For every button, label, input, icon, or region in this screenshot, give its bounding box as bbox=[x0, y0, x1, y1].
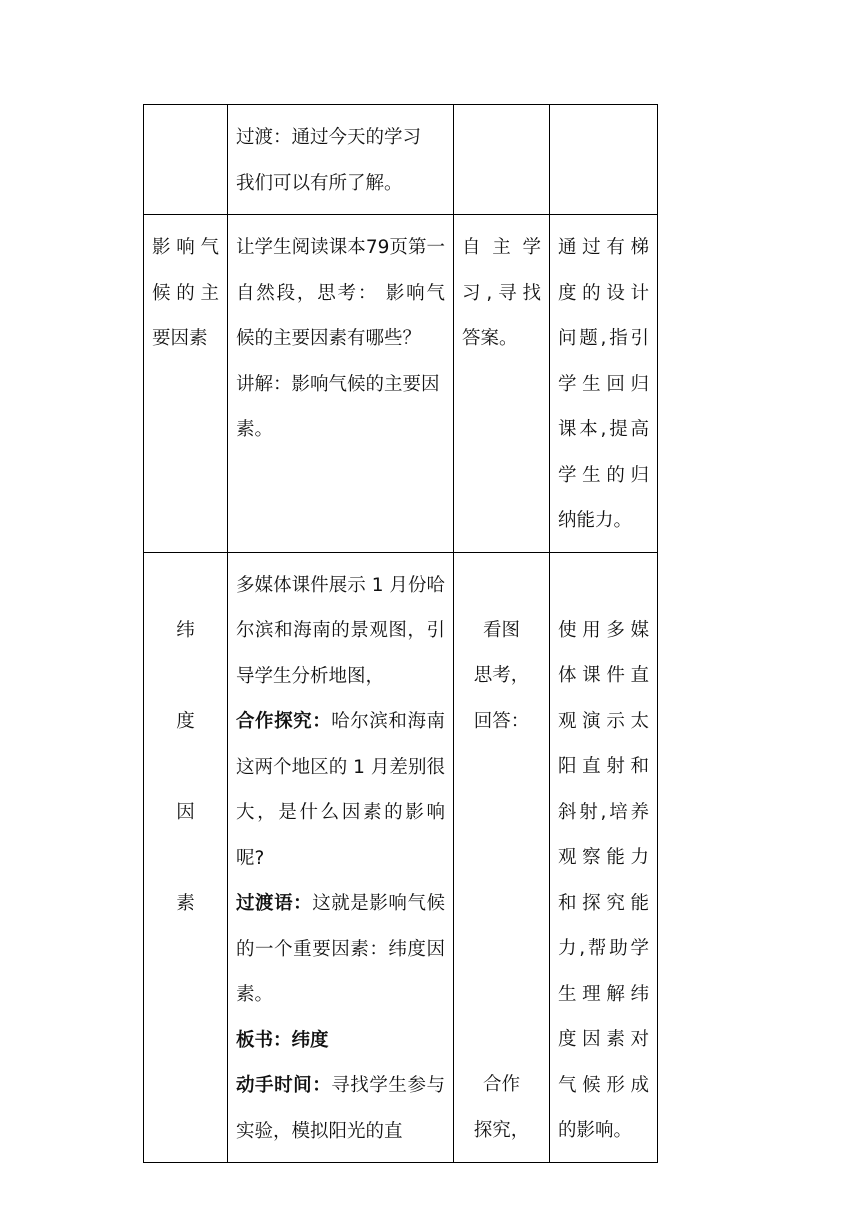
student-activity-cell bbox=[454, 552, 550, 1163]
coop-text: 哈尔滨和海南这两个地区的 1 月差别很大，是什么因素的影响呢? bbox=[236, 711, 445, 869]
student-activity-cell bbox=[454, 105, 550, 215]
teacher-activity-cell bbox=[228, 215, 454, 553]
design-purpose-cell bbox=[550, 105, 658, 215]
student-text: 思考， bbox=[473, 665, 530, 686]
topic-char: 素 bbox=[176, 892, 195, 914]
lesson-plan-table bbox=[143, 104, 658, 1163]
hands-text: 寻找学生参与实验，模拟阳光的直 bbox=[236, 1075, 445, 1142]
transition-text: 这就是影响气候的一个重要因素：纬度因素。 bbox=[236, 893, 445, 1005]
topic-char: 因 bbox=[176, 801, 195, 823]
student-text: 探究， bbox=[473, 1119, 530, 1141]
design-purpose-cell: 通过有梯度的设计问题,指引学生回归课本,提高学生的归纳能力。 bbox=[550, 215, 658, 553]
transition-label: 过渡语： bbox=[236, 893, 313, 914]
spacer bbox=[462, 744, 541, 1062]
design-purpose-cell: 使用多媒体课件直观演示太阳直射和斜射,培养观察能力和探究能力,帮助学生理解纬度因素对气候形成的影响。 bbox=[550, 552, 658, 1163]
table-row bbox=[144, 552, 658, 1163]
teacher-text: 我们可以有所了解。 bbox=[236, 172, 403, 194]
student-activity-cell: 自 主 学习,寻找答案。 bbox=[454, 215, 550, 553]
teacher-activity-cell bbox=[228, 552, 454, 1163]
student-text: 回答： bbox=[473, 710, 530, 732]
teacher-text: 让学生阅读课本79页第一自然段，思考： 影响气候的主要因素有哪些？ bbox=[236, 237, 445, 349]
student-text: 看图 bbox=[482, 619, 520, 641]
topic-char: 纬 bbox=[176, 619, 195, 641]
teacher-activity-cell bbox=[228, 105, 454, 215]
table-row bbox=[144, 215, 658, 553]
hands-label: 动手时间： bbox=[236, 1075, 332, 1096]
teacher-text bbox=[236, 881, 445, 1018]
coop-label: 合作探究： bbox=[236, 711, 332, 732]
teacher-text: 多媒体课件展示 1 月份哈尔滨和海南的景观图，引导学生分析地图， bbox=[236, 574, 445, 687]
topic-cell bbox=[144, 105, 228, 215]
board-label: 板书：纬度 bbox=[236, 1029, 329, 1051]
topic-cell: 影响气候的主要因素 bbox=[144, 215, 228, 553]
topic-cell bbox=[144, 552, 228, 1163]
teacher-text bbox=[236, 699, 445, 881]
student-text: 合作 bbox=[482, 1074, 520, 1095]
teacher-text: 讲解：影响气候的主要因素。 bbox=[236, 373, 440, 440]
table-row bbox=[144, 105, 658, 215]
teacher-text: 过渡：通过今天的学习 bbox=[236, 127, 422, 148]
topic-char: 度 bbox=[176, 710, 195, 732]
teacher-text bbox=[236, 1063, 445, 1154]
